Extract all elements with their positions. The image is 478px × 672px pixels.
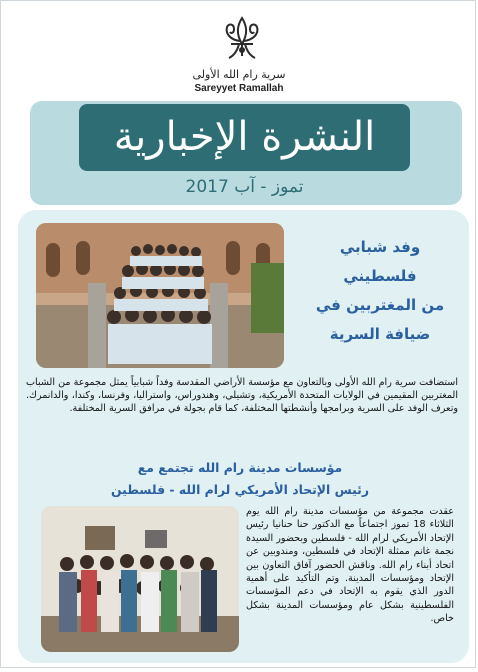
group-photo-meeting: [41, 506, 239, 652]
article1-headline-line: وفد شبابي: [339, 238, 421, 256]
article1-body: استضافت سرية رام الله الأولى وبالتعاون مع مؤسسة الأراضي المقدسة وفداً شبابياً يمثل مجموعة من الشباب المغتربين المقيمين في الولايات المتحدة الأمريكية، وتشيلي، وهندوراس، واستراليا، وفرنسا، وكندا، والدانمرك. وتعرف الوفد على السرية وبرامجها وأنشطتها المختلفة، كما قام بجولة في مرافق السرية المختلفة.: [26, 377, 458, 414]
org-name-arabic: سرية رام الله الأولى: [192, 68, 286, 81]
article2-body: عقدت مجموعة من مؤسسات مدينة رام الله يوم الثلاثاء 18 تموز اجتماعاً مع الدكتور حنا حنانيا رئيس الإتحاد الأمريكي لرام الله - فلسطين وبحضور السيدة نجمة غانم ممثلة الإتحاد في فلسطين، ومندوبين عن اتحاد أبناء رام الله. وناقش الحضور آفاق التعاون بين الإتحاد ومؤسسات المدينة. وتم التأكيد على أهمية الدور الذي يقوم به الإتحاد في دعم المؤسسات الفلسطينية بشكل عام ومؤسسات المدينة بشكل خاص.: [246, 506, 454, 625]
org-name-english: Sareyyet Ramallah: [194, 83, 284, 94]
article1-headline-line: ضيافة السرية: [329, 325, 431, 343]
fleur-de-lis-icon: [219, 14, 265, 66]
article2-headline-line1: مؤسسات مدينة رام الله تجتمع مع: [137, 460, 343, 475]
article1-headline-line: من المغتربين في: [315, 296, 445, 314]
issue-date: تموز - آب 2017: [185, 177, 304, 197]
group-photo-delegation: [36, 223, 284, 368]
article2-headline-line2: رئيس الإتحاد الأمريكي لرام الله - فلسطين: [111, 482, 369, 497]
article1-headline-line: فلسطيني: [343, 267, 417, 285]
article2-headline: [40, 457, 440, 501]
newsletter-title: النشرة الإخبارية: [113, 114, 376, 160]
article1-headline: [300, 233, 460, 349]
